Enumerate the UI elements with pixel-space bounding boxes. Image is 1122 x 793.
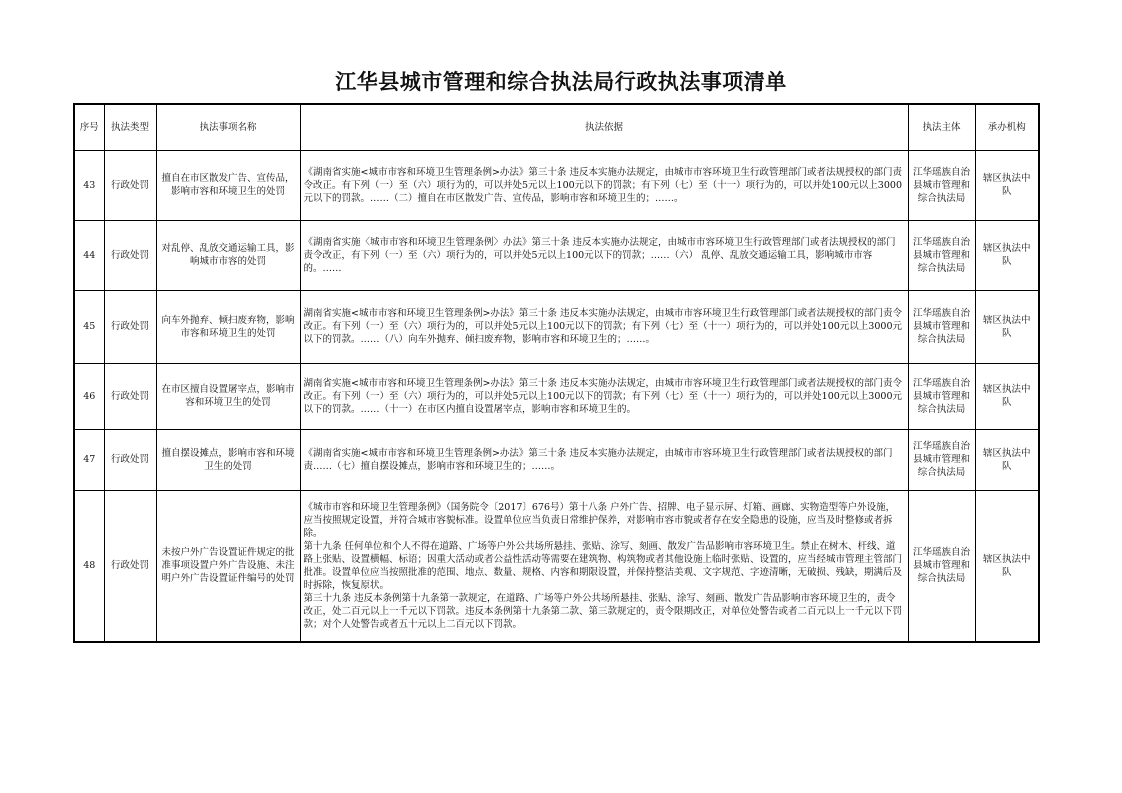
header-no: 序号 <box>74 104 104 150</box>
row-subject: 江华瑶族自治县城市管理和综合执法局 <box>908 290 975 363</box>
table-row <box>74 220 1039 290</box>
header-basis: 执法依据 <box>300 104 908 150</box>
table-row <box>74 150 1039 220</box>
document-title: 江华县城市管理和综合执法局行政执法事项清单 <box>335 70 787 94</box>
header-subject: 执法主体 <box>908 104 975 150</box>
row-no: 48 <box>74 490 104 642</box>
row-no: 47 <box>74 429 104 490</box>
row-basis: 《湖南省实施<城市市容和环境卫生管理条例>办法》第三十条 违反本实施办法规定，由城市市容环境卫生行政管理部门或者法规授权的部门责令改正。有下列（一）至（六）项行为的，可以并处5元以上100元以下的罚款；有下列（七）至（十一）项行为的，可以并处100元以上3000元以下的罚款。……（二）擅自在市区散发广告、宣传品，影响市容和环境卫生的；……。 <box>300 150 908 220</box>
table-row <box>74 429 1039 490</box>
row-type: 行政处罚 <box>104 490 156 642</box>
row-agency: 辖区执法中队 <box>975 363 1039 429</box>
row-subject: 江华瑶族自治县城市管理和综合执法局 <box>908 150 975 220</box>
basis-paragraph: 第十九条 任何单位和个人不得在道路、广场等户外公共场所悬挂、张贴、涂写、刻画、散发广告品影响市容环境卫生。禁止在树木、杆线、道路上张贴、设置横幅、标语；因重大活动或者公益性活动等需要在建筑物、构筑物或者其他设施上临时张贴、设置的，应当经城市管理主管部门批准。设置单位应当按照批准的范围、地点、数量、规格、内容和期限设置，并保持整洁美观、文字规范、字迹清晰，无破损、残缺，期满后及时拆除，恢复原状。 <box>303 540 903 591</box>
row-name: 对乱停、乱放交通运输工具，影响城市市容的处罚 <box>156 220 300 290</box>
row-type: 行政处罚 <box>104 363 156 429</box>
row-basis: 湖南省实施<城市市容和环境卫生管理条例>办法》第三十条 违反本实施办法规定，由城市市容环境卫生行政管理部门或者法规授权的部门责令改正。有下列（一）至（六）项行为的，可以并处5元以上100元以下的罚款；有下列（七）至（十一）项行为的，可以并处100元以上3000元以下的罚款。……（十一）在市区内擅自设置屠宰点，影响市容和环境卫生的。 <box>300 363 908 429</box>
header-type: 执法类型 <box>104 104 156 150</box>
header-name: 执法事项名称 <box>156 104 300 150</box>
row-type: 行政处罚 <box>104 150 156 220</box>
row-agency: 辖区执法中队 <box>975 150 1039 220</box>
row-name: 未按户外广告设置证件规定的批准事项设置户外广告设施、未注明户外广告设置证件编号的处罚 <box>156 490 300 642</box>
row-basis: 《湖南省实施〈城市市容和环境卫生管理条例〉办法》第三十条 违反本实施办法规定，由城市市容环境卫生行政管理部门或者法规授权的部门责令改正，有下列（一）至（六）项行为的，可以并处5元以上100元以下的罚款；……（六） 乱停、乱放交通运输工具，影响城市市容的。…… <box>300 220 908 290</box>
row-agency: 辖区执法中队 <box>975 429 1039 490</box>
basis-paragraph: 第三十九条 违反本条例第十九条第一款规定，在道路、广场等户外公共场所悬挂、张贴、涂写、刻画、散发广告品影响市容环境卫生的，责令改正，处二百元以上一千元以下罚款。违反本条例第十九条第二款、第三款规定的，责令限期改正，对单位处警告或者二百元以上一千元以下罚款；对个人处警告或者五十元以上二百元以下罚款。 <box>303 592 903 630</box>
table-row <box>74 363 1039 429</box>
row-basis: 《湖南省实施<城市市容和环境卫生管理条例>办法》第三十条 违反本实施办法规定，由城市市容环境卫生行政管理部门或者法规授权的部门责……（七）擅自摆设摊点，影响市容和环境卫生的；……。 <box>300 429 908 490</box>
row-basis <box>300 490 908 642</box>
row-no: 43 <box>74 150 104 220</box>
row-type: 行政处罚 <box>104 220 156 290</box>
row-no: 44 <box>74 220 104 290</box>
header-agency: 承办机构 <box>975 104 1039 150</box>
table-header-row <box>74 104 1039 150</box>
row-name: 擅自摆设摊点，影响市容和环境卫生的处罚 <box>156 429 300 490</box>
basis-paragraph: 《城市市容和环境卫生管理条例》（国务院令〔2017〕676号）第十八条 户外广告、招牌、电子显示屏、灯箱、画廊、实物造型等户外设施，应当按照规定设置，并符合城市容貌标准。设置单位应当负责日常维护保养，对影响市容市貌或者存在安全隐患的设施，应当及时整修或者拆除。 <box>303 501 896 539</box>
row-name: 向车外抛弃、倾扫废弃物，影响市容和环境卫生的处罚 <box>156 290 300 363</box>
row-basis: 湖南省实施<城市市容和环境卫生管理条例>办法》第三十条 违反本实施办法规定，由城市市容环境卫生行政管理部门或者法规授权的部门责令改正。有下列（一）至（六）项行为的，可以并处5元以上100元以下的罚款；有下列（七）至（十一）项行为的，可以并处100元以上3000元以下的罚款。……（八）向车外抛弃、倾扫废弃物，影响市容和环境卫生的；……。 <box>300 290 908 363</box>
row-subject: 江华瑶族自治县城市管理和综合执法局 <box>908 490 975 642</box>
row-agency: 辖区执法中队 <box>975 290 1039 363</box>
row-subject: 江华瑶族自治县城市管理和综合执法局 <box>908 363 975 429</box>
row-no: 46 <box>74 363 104 429</box>
row-name: 擅自在市区散发广告、宣传品，影响市容和环境卫生的处罚 <box>156 150 300 220</box>
row-type: 行政处罚 <box>104 290 156 363</box>
row-subject: 江华瑶族自治县城市管理和综合执法局 <box>908 429 975 490</box>
enforcement-items-table <box>73 103 1040 643</box>
table-row <box>74 490 1039 642</box>
table-row <box>74 290 1039 363</box>
row-agency: 辖区执法中队 <box>975 220 1039 290</box>
row-subject: 江华瑶族自治县城市管理和综合执法局 <box>908 220 975 290</box>
row-no: 45 <box>74 290 104 363</box>
row-type: 行政处罚 <box>104 429 156 490</box>
row-agency: 辖区执法中队 <box>975 490 1039 642</box>
row-name: 在市区擅自设置屠宰点，影响市容和环境卫生的处罚 <box>156 363 300 429</box>
